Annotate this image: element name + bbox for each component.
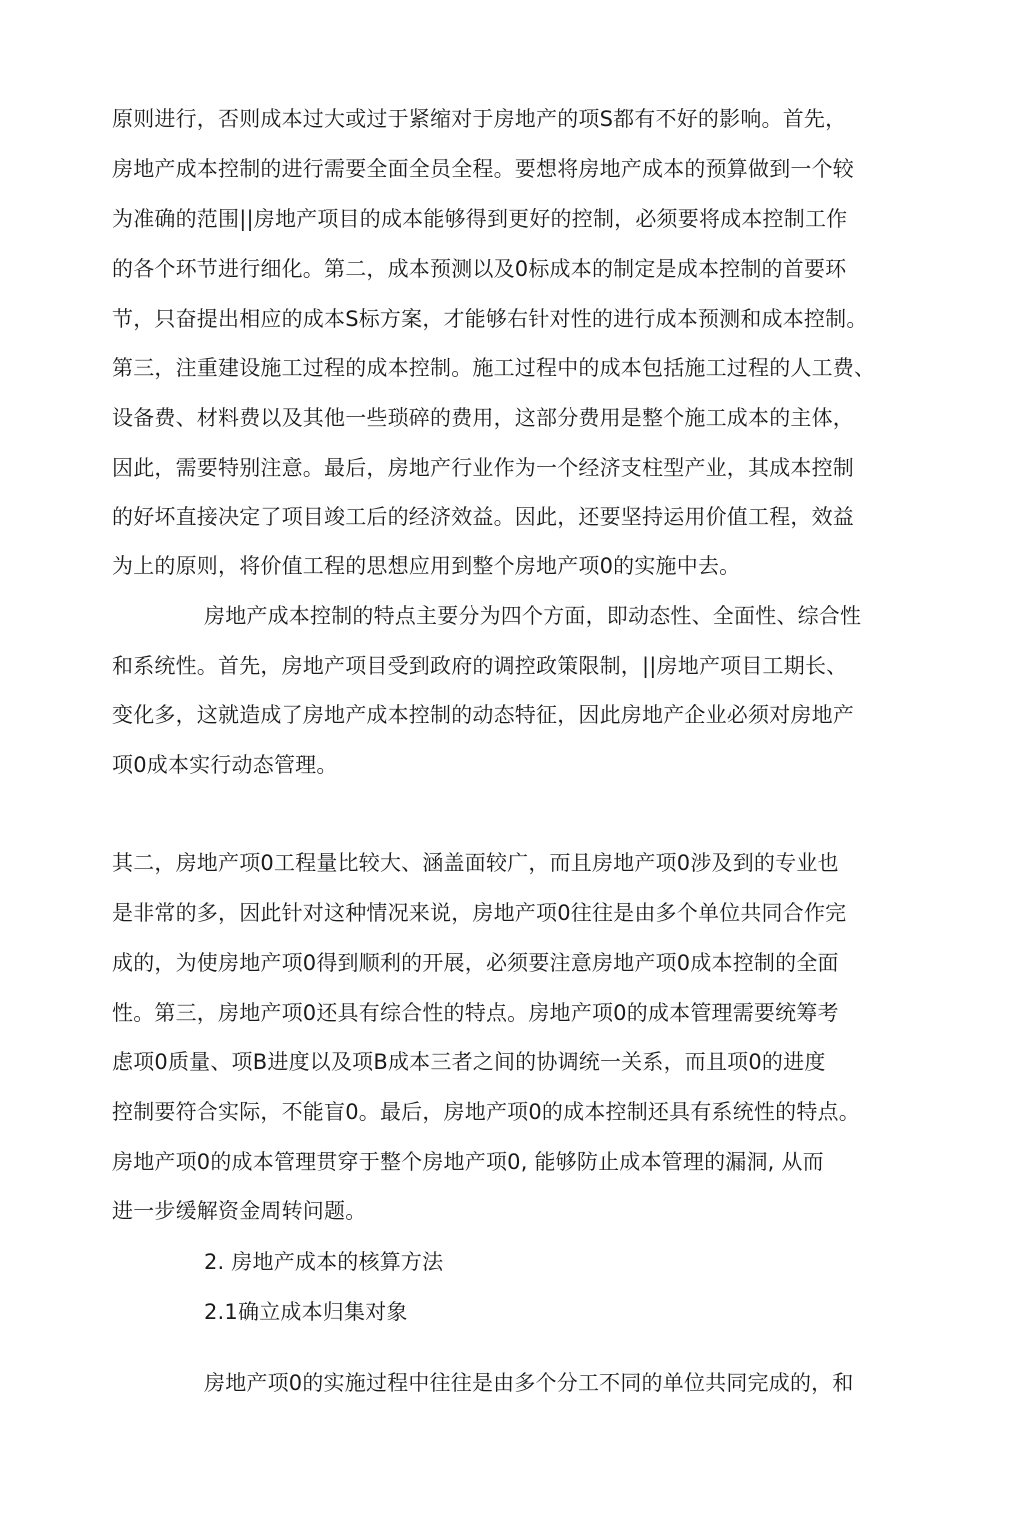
- text-line: 虑项0质量、项B进度以及项B成本三者之间的协调统一关系，而且项0的进度: [112, 1050, 826, 1074]
- text-line: 为上的原则，将价值工程的思想应用到整个房地产项0的实施中去。: [112, 554, 741, 578]
- text-line: 房地产成本控制的进行需要全面全员全程。要想将房地产成本的预算做到一个较: [112, 157, 854, 181]
- text-line: 进一步缓解资金周转问题。: [112, 1199, 367, 1223]
- text-line: 其二，房地产项0工程量比较大、涵盖面较广，而且房地产项0涉及到的专业也: [112, 851, 839, 875]
- section-heading: 2. 房地产成本的核算方法: [204, 1250, 444, 1274]
- subsection-heading: 2.1确立成本归集对象: [204, 1300, 408, 1324]
- text-line: 项0成本实行动态管理。: [112, 753, 338, 777]
- text-line: 控制要符合实际，不能盲0。最后，房地产项0的成本控制还具有系统性的特点。: [112, 1100, 860, 1124]
- text-line: 房地产成本控制的特点主要分为四个方面，即动态性、全面性、综合性: [204, 604, 862, 628]
- text-line: 的好坏直接决定了项目竣工后的经济效益。因此，还要坚持运用价值工程，效益: [112, 505, 854, 529]
- text-line: 因此，需要特别注意。最后，房地产行业作为一个经济支柱型产业，其成本控制: [112, 456, 854, 480]
- text-line: 是非常的多，因此针对这种情况来说，房地产项0往往是由多个单位共同合作完: [112, 901, 847, 925]
- text-line: 第三，注重建设施工过程的成本控制。施工过程中的成本包括施工过程的人工费、: [112, 356, 876, 380]
- text-line: 节，只奋提出相应的成本S标方案，才能够右针对性的进行成本预测和成本控制。: [112, 307, 868, 331]
- text-line: 性。第三，房地产项0还具有综合性的特点。房地产项0的成本管理需要统筹考: [112, 1001, 839, 1025]
- text-line: 房地产项0的实施过程中往往是由多个分工不同的单位共同完成的，和: [204, 1371, 854, 1395]
- text-line: 成的，为使房地产项0得到顺利的开展，必须要注意房地产项0成本控制的全面: [112, 951, 839, 975]
- text-line: 为准确的范围||房地产项目的成本能够得到更好的控制，必须要将成本控制工作: [112, 207, 848, 231]
- text-line: 房地产项0的成本管理贯穿于整个房地产项0, 能够防止成本管理的漏洞, 从而: [112, 1150, 824, 1174]
- text-line: 的各个环节进行细化。第二，成本预测以及0标成本的制定是成本控制的首要环: [112, 257, 847, 281]
- text-line: 原则进行，否则成本过大或过于紧缩对于房地产的项S都有不好的影响。首先，: [112, 107, 847, 131]
- text-line: 变化多，这就造成了房地产成本控制的动态特征，因此房地产企业必须对房地产: [112, 703, 854, 727]
- text-line: 和系统性。首先，房地产项目受到政府的调控政策限制，||房地产项目工期长、: [112, 654, 848, 678]
- text-line: 设备费、材料费以及其他一些琐碎的费用，这部分费用是整个施工成本的主体，: [112, 406, 854, 430]
